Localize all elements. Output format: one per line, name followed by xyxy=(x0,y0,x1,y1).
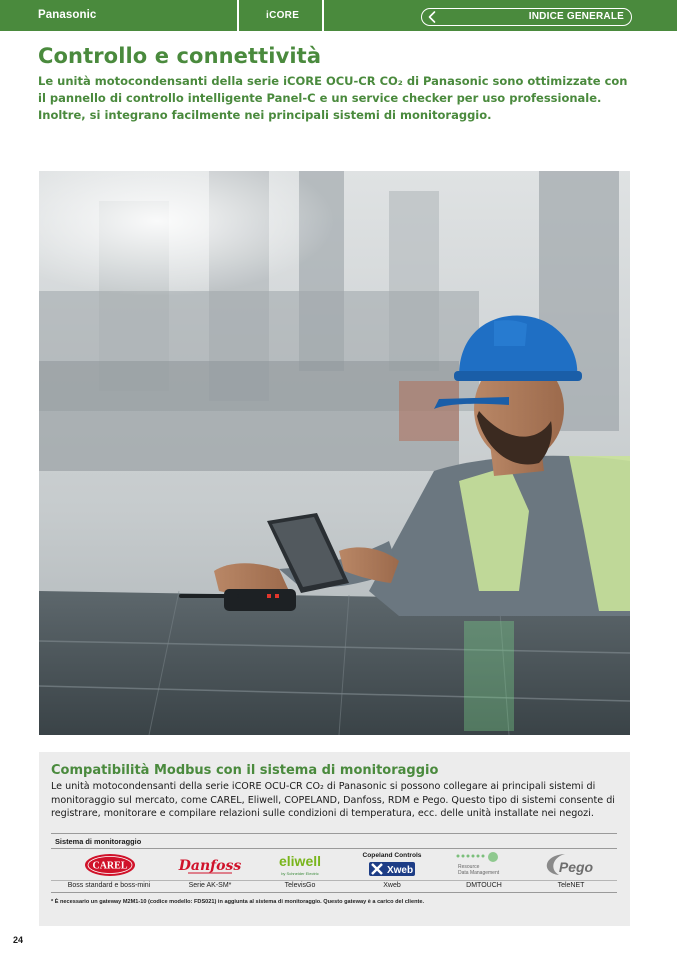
modbus-title: Compatibilità Modbus con il sistema di monitoraggio xyxy=(51,763,439,778)
carel-logo xyxy=(84,850,136,880)
technician-photo xyxy=(39,171,630,735)
eliwell-product: TelevisGo xyxy=(284,882,316,889)
page-number: 24 xyxy=(13,935,24,945)
pego-product: TeleNET xyxy=(557,882,585,889)
table-header: Sistema di monitoraggio xyxy=(55,837,142,846)
header-divider xyxy=(322,0,324,31)
rdm-logo xyxy=(453,850,515,880)
danfoss-product: Serie AK-SM* xyxy=(188,882,232,889)
intro-text: Le unità motocondensanti della serie iCORE OCU-CR CO₂ di Panasonic sono ottimizzate con il pannello di controllo intelligente Panel-C e un service checker per uso professionale. Inoltre, si integrano facilmente nei principali sistemi di monitoraggio. xyxy=(38,74,628,122)
table-top-rule xyxy=(51,833,617,834)
svg-text:Data Management: Data Management xyxy=(458,870,500,876)
table-logo-rule xyxy=(51,880,617,881)
chevron-left-icon xyxy=(425,10,439,24)
section-tab[interactable]: iCORE xyxy=(266,10,300,21)
rdm-product: DMTOUCH xyxy=(466,882,502,889)
page-title: Controllo e connettività xyxy=(38,44,322,68)
table-header-rule xyxy=(51,848,617,849)
header-divider xyxy=(237,0,239,31)
brand-logo: Panasonic xyxy=(38,9,97,21)
eliwell-sub-text: by Schneider Electric xyxy=(281,871,319,876)
carel-product: Boss standard e boss-mini xyxy=(67,882,151,889)
danfoss-logo xyxy=(178,850,242,880)
gateway-footnote: * È necessario un gateway M2M1-10 (codice modello: FDS021) in aggiunta al sistema di monitoraggio. Questo gateway è a carico del cliente. xyxy=(51,899,425,905)
eliwell-logo-text: eliwell xyxy=(278,853,322,869)
carel-logo-text: CAREL xyxy=(92,860,128,872)
danfoss-logo-text: Danfoss xyxy=(178,858,242,874)
table-bottom-rule xyxy=(51,892,617,893)
modbus-compatibility-box xyxy=(39,752,630,926)
xweb-product: Xweb xyxy=(383,882,401,889)
general-index-button[interactable] xyxy=(421,8,632,26)
copeland-controls-text: Copeland Controls xyxy=(362,852,422,859)
general-index-label: INDICE GENERALE xyxy=(528,11,624,22)
pego-logo-text: Pego xyxy=(558,859,594,875)
svg-text:Resource: Resource xyxy=(458,864,480,870)
pego-logo xyxy=(539,850,603,880)
modbus-description: Le unità motocondensanti della serie iCORE OCU-CR CO₂ di Panasonic si possono collegare ai principali sistemi di monitoraggio sul mercato, come CAREL, Eliwell, COPELAND, Danfoss, RDM e Pego. Questo tipo di sistemi consente di registrare, monitorare e compilare relazioni sulle condizioni di temperatura, ecc. delle unità installate nei negozi. xyxy=(51,781,615,819)
eliwell-logo xyxy=(275,850,325,880)
xweb-logo xyxy=(355,848,429,882)
xweb-logo-text: Xweb xyxy=(386,865,414,876)
